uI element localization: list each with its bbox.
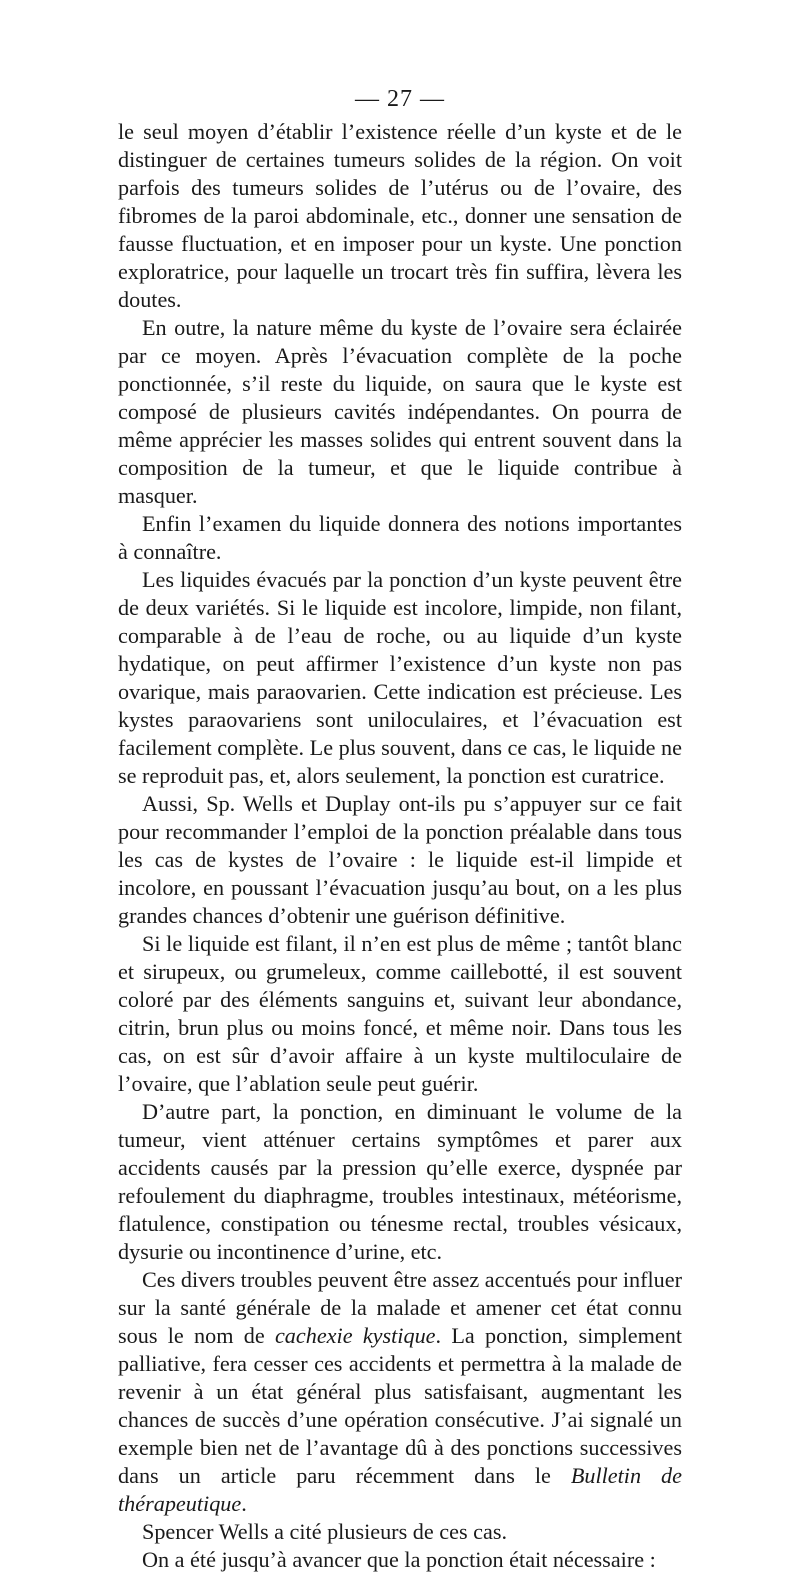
italic-journal-title: Bulletin de thérapeutique xyxy=(118,1463,682,1516)
paragraph-text: . xyxy=(241,1491,247,1516)
paragraph-text: . La ponction, simplement palliative, fera cesser ces accidents et permettra à la malade de revenir à un état général plus satisfaisant, augmentant les chances de succès d’une opération consécutive. J’ai signalé un exemple bien net de l’avantage dû à des ponctions successives dans un article paru récemment dans le xyxy=(118,1323,682,1488)
paragraph-8 xyxy=(118,1266,682,1518)
paragraph-text: Spencer Wells a cité plusieurs de ces cas. xyxy=(142,1519,507,1544)
page-number: — 27 — xyxy=(355,86,445,112)
paragraph-9 xyxy=(118,1518,682,1546)
paragraph-1 xyxy=(118,118,682,314)
paragraph-text: Aussi, Sp. Wells et Duplay ont-ils pu s’appuyer sur ce fait pour recommander l’emploi de la ponction préalable dans tous les cas de kystes de l’ovaire : le liquide est-il limpide et incolore, en poussant l’évacuation jusqu’au bout, on a les plus grandes chances d’obtenir une guérison définitive. xyxy=(118,791,682,928)
paragraph-7 xyxy=(118,1098,682,1266)
paragraph-4 xyxy=(118,566,682,790)
paragraph-text: En outre, la nature même du kyste de l’ovaire sera éclairée par ce moyen. Après l’évacuation complète de la poche ponctionnée, s’il reste du liquide, on saura que le kyste est composé de plusieurs cavités indépendantes. On pourra de même apprécier les masses solides qui entrent souvent dans la composition de la tumeur, et que le liquide contribue à masquer. xyxy=(118,315,682,508)
paragraph-text: Ces divers troubles peuvent être assez accentués pour influer sur la santé générale de la malade et amener cet état connu sous le nom de xyxy=(118,1267,682,1348)
paragraph-text: le seul moyen d’établir l’existence réelle d’un kyste et de le distinguer de certaines tumeurs solides de la région. On voit parfois des tumeurs solides de l’utérus ou de l’ovaire, des fibromes de la paroi abdominale, etc., donner une sensation de fausse fluctuation, et en imposer pour un kyste. Une ponction exploratrice, pour laquelle un trocart très fin suffira, lèvera les doutes. xyxy=(118,119,682,312)
body-text xyxy=(118,118,682,1574)
paragraph-text: Si le liquide est filant, il n’en est plus de même ; tantôt blanc et sirupeux, ou grumeleux, comme caillebotté, il est souvent coloré par des éléments sanguins et, suivant leur abondance, citrin, brun plus ou moins foncé, et même noir. Dans tous les cas, on est sûr d’avoir affaire à un kyste multiloculaire de l’ovaire, que l’ablation seule peut guérir. xyxy=(118,931,682,1096)
paragraph-text: Les liquides évacués par la ponction d’un kyste peuvent être de deux variétés. Si le liquide est incolore, limpide, non filant, comparable à de l’eau de roche, ou au liquide d’un kyste hydatique, on peut affirmer l’existence d’un kyste non pas ovarique, mais paraovarien. Cette indication est précieuse. Les kystes paraovariens sont uniloculaires, et l’évacuation est facilement complète. Le plus souvent, dans ce cas, le liquide ne se reproduit pas, et, alors seulement, la ponction est curatrice. xyxy=(118,567,682,788)
paragraph-text: Enfin l’examen du liquide donnera des notions importantes à connaître. xyxy=(118,511,682,564)
paragraph-text: D’autre part, la ponction, en diminuant le volume de la tumeur, vient atténuer certains symptômes et parer aux accidents causés par la pression qu’elle exerce, dyspnée par refoulement du diaphragme, troubles intestinaux, météorisme, flatulence, constipation ou ténesme rectal, troubles vésicaux, dysurie ou incontinence d’urine, etc. xyxy=(118,1099,682,1264)
italic-term: cachexie kystique xyxy=(274,1323,436,1348)
paragraph-10 xyxy=(118,1546,682,1574)
paragraph-2 xyxy=(118,314,682,510)
paragraph-text: On a été jusqu’à avancer que la ponction était nécessaire : xyxy=(142,1547,656,1572)
paragraph-5 xyxy=(118,790,682,930)
paragraph-6 xyxy=(118,930,682,1098)
paragraph-3 xyxy=(118,510,682,566)
